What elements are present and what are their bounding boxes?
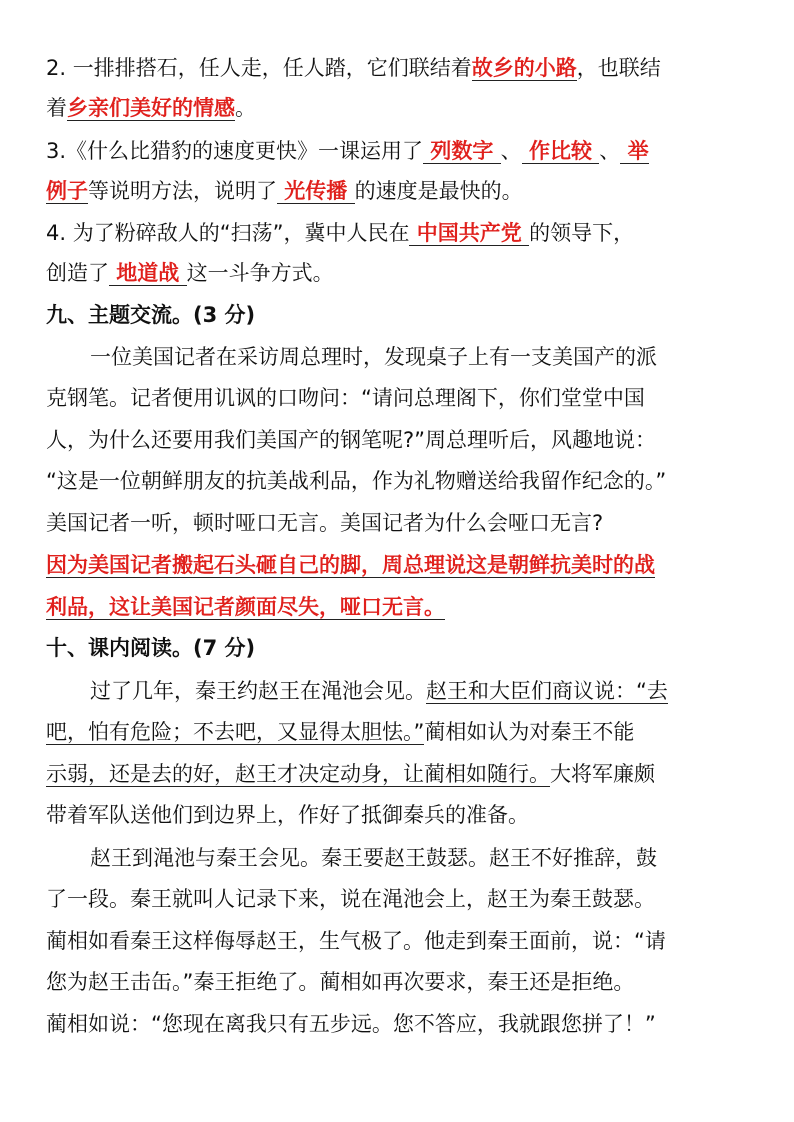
q4-answer-2: 地道战 (109, 261, 187, 285)
q2-text-1: 2. 一排排搭石，任人走，任人踏，它们联结着 (46, 56, 472, 80)
q4-text-3: 创造了 (46, 261, 109, 285)
q2-text-4: 。 (235, 96, 256, 120)
q3-sep-2: 、 (599, 139, 621, 163)
reading-text: 蔺相如认为对秦王不能 (424, 720, 635, 744)
q2-text-2: ，也联结 (576, 56, 661, 80)
section-9-paragraph-line: 人，为什么还要用我们美国产的钢笔呢?”周总理听后，风趣地说： (46, 428, 657, 452)
q4-line-1 (46, 218, 754, 248)
q3-answer-1: 列数字 (423, 139, 501, 163)
section-9-answer-line-1 (46, 550, 754, 580)
q3-sep-1: 、 (500, 139, 522, 163)
reading-line (46, 717, 754, 747)
q4-text-4: 这一斗争方式。 (186, 261, 334, 285)
q3-text-1: 3.《什么比猎豹的速度更快》一课运用了 (46, 139, 424, 163)
q2-answer-1: 故乡的小路 (471, 56, 577, 80)
q4-text-1: 4. 为了粉碎敌人的“扫荡”，冀中人民在 (46, 221, 410, 245)
q3-line-2 (46, 176, 754, 206)
reading-line: 蔺相如看秦王这样侮辱赵王，生气极了。他走到秦王面前，说：“请 (46, 929, 666, 953)
reading-line: 带着军队送他们到边界上，作好了抵御秦兵的准备。 (46, 803, 529, 827)
reading-text: 大将军廉颇 (550, 762, 655, 786)
q3-text-3: 的速度是最快的。 (354, 179, 523, 203)
q3-answer-3b: 例子 (46, 179, 88, 203)
reading-underlined: 吧，怕有危险；不去吧，又显得太胆怯。” (46, 720, 425, 744)
q3-answer-3a: 举 (620, 139, 649, 163)
section-9-answer-line-2 (46, 592, 754, 622)
q3-line-1 (46, 136, 754, 166)
section-9-paragraph-line: 克钢笔。记者便用讥讽的口吻问：“请问总理阁下，你们堂堂中国 (46, 386, 645, 410)
reading-text: 过了几年，秦王约赵王在渑池会见。 (90, 679, 426, 703)
section-9-paragraph-line: “这是一位朝鲜朋友的抗美战利品，作为礼物赠送给我留作纪念的。” (46, 469, 667, 493)
q4-answer-1: 中国共产党 (409, 221, 530, 245)
q3-answer-2: 作比较 (521, 139, 600, 163)
section-9-paragraph-line: 一位美国记者在采访周总理时，发现桌子上有一支美国产的派 (90, 345, 657, 369)
q2-line-1 (46, 53, 754, 83)
section-9-question: 美国记者一听，顿时哑口无言。美国记者为什么会哑口无言? (46, 511, 604, 535)
section-10-heading: 十、课内阅读。(7 分) (46, 636, 256, 660)
reading-line (46, 759, 754, 789)
reading-line: 蔺相如说：“您现在离我只有五步远。您不答应，我就跟您拼了！” (46, 1012, 656, 1036)
q4-line-2 (46, 258, 754, 288)
q4-text-2: 的领导下， (529, 221, 635, 245)
q2-answer-2: 乡亲们美好的情感 (67, 96, 235, 120)
section-9-answer-2: 利品，这让美国记者颜面尽失，哑口无言。 (46, 595, 445, 619)
reading-line: 赵王到渑池与秦王会见。秦王要赵王鼓瑟。赵王不好推辞，鼓 (90, 846, 657, 870)
section-9-heading: 九、主题交流。(3 分) (46, 303, 256, 327)
reading-line (90, 676, 754, 706)
q2-line-2 (46, 93, 754, 123)
q2-text-3: 着 (46, 96, 67, 120)
reading-underlined: 示弱，还是去的好，赵王才决定动身，让蔺相如随行。 (46, 762, 550, 786)
q3-text-2: 等说明方法，说明了 (88, 179, 277, 203)
section-9-answer-1: 因为美国记者搬起石头砸自己的脚，周总理说这是朝鲜抗美时的战 (46, 553, 655, 577)
reading-underlined: 赵王和大臣们商议说：“去 (426, 679, 668, 703)
reading-line: 您为赵王击缶。”秦王拒绝了。蔺相如再次要求，秦王还是拒绝。 (46, 970, 635, 994)
reading-line: 了一段。秦王就叫人记录下来，说在渑池会上，赵王为秦王鼓瑟。 (46, 887, 655, 911)
q3-answer-4: 光传播 (277, 179, 355, 203)
